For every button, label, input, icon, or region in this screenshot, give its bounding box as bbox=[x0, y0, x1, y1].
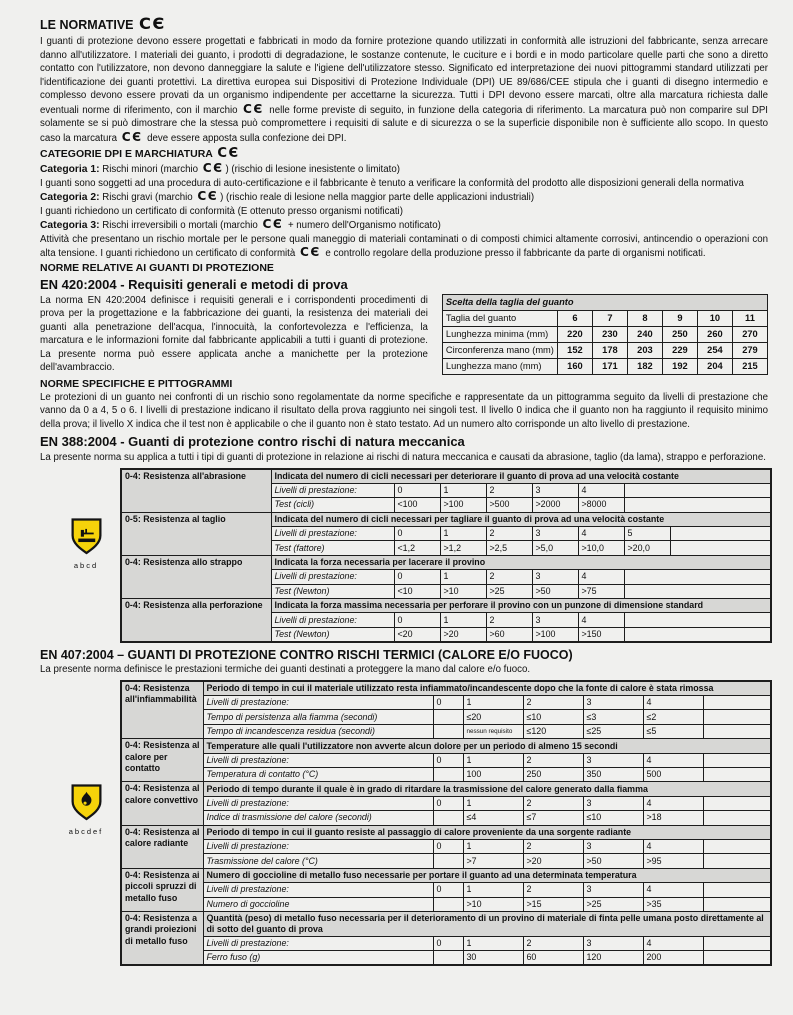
table-cell bbox=[703, 897, 771, 911]
table-cell: Test (Newton) bbox=[271, 584, 394, 598]
section-label: 0-4: Resistenza all'infiammabilità bbox=[121, 681, 203, 739]
size-table-title: Scelta della taglia del guanto bbox=[442, 294, 767, 310]
table-cell: 152 bbox=[557, 342, 592, 358]
section-label: 0-4: Resistenza ai piccoli spruzzi di metallo fuso bbox=[121, 868, 203, 911]
table-cell: 1 bbox=[440, 570, 486, 584]
table-cell: Numero di goccioline bbox=[203, 897, 433, 911]
table-cell: 120 bbox=[583, 950, 643, 965]
table-row bbox=[121, 696, 771, 710]
table-cell: 60 bbox=[523, 950, 583, 965]
table-cell: 1 bbox=[463, 839, 523, 853]
table-cell: Test (fattore) bbox=[271, 541, 394, 555]
table-cell: Circonferenza mano (mm) bbox=[442, 342, 557, 358]
table-cell: 3 bbox=[583, 696, 643, 710]
table-cell: 2 bbox=[523, 839, 583, 853]
table-cell: 3 bbox=[583, 753, 643, 767]
table-cell: >20 bbox=[440, 627, 486, 642]
table-cell: >10,0 bbox=[578, 541, 624, 555]
section-description: Periodo di tempo in cui il guanto resiste al passaggio di calore proveniente da una sorgente radiante bbox=[203, 825, 771, 839]
en388-table-block bbox=[40, 468, 768, 644]
table-row bbox=[121, 599, 771, 613]
ce-mark-icon: CЄ bbox=[197, 189, 219, 203]
table-row bbox=[121, 739, 771, 753]
table-row bbox=[121, 796, 771, 810]
table-row bbox=[121, 753, 771, 767]
table-cell: >150 bbox=[578, 627, 624, 642]
table-cell: 2 bbox=[523, 936, 583, 950]
table-cell bbox=[624, 483, 771, 497]
table-row bbox=[121, 555, 771, 569]
table-cell bbox=[670, 527, 771, 541]
table-cell: 2 bbox=[486, 483, 532, 497]
table-row bbox=[121, 469, 771, 484]
table-cell: >100 bbox=[440, 498, 486, 512]
ce-mark-icon: CЄ bbox=[243, 101, 264, 116]
table-cell bbox=[624, 613, 771, 627]
categoria-description: I guanti sono soggetti ad una procedura di auto-certificazione e il fabbricante è tenuto a verificare la conformità del prodotto alle disposizioni generali della normativa bbox=[40, 177, 744, 189]
table-cell: <1,2 bbox=[394, 541, 440, 555]
table-cell: Tempo di persistenza alla fiamma (secondi) bbox=[203, 710, 433, 724]
table-cell: >35 bbox=[643, 897, 703, 911]
table-cell: 171 bbox=[592, 358, 627, 374]
table-cell: 200 bbox=[643, 950, 703, 965]
table-cell: >7 bbox=[463, 854, 523, 868]
ce-mark-icon: CЄ bbox=[121, 129, 143, 144]
pictogram-letters: abcdef bbox=[68, 826, 104, 836]
table-cell: >8000 bbox=[578, 498, 624, 512]
en388-heading: EN 388:2004 - Guanti di protezione contro rischi di natura meccanica bbox=[40, 434, 465, 449]
spec-table bbox=[120, 468, 772, 644]
table-cell: 3 bbox=[532, 527, 578, 541]
table-cell: ≤7 bbox=[523, 811, 583, 825]
table-cell: 7 bbox=[592, 310, 627, 326]
table-cell: >100 bbox=[532, 627, 578, 642]
thermal-risk-pictogram bbox=[64, 784, 108, 836]
table-row bbox=[121, 512, 771, 526]
table-cell: Livelli di prestazione: bbox=[203, 696, 433, 710]
table-cell: 260 bbox=[697, 326, 732, 342]
table-cell: 30 bbox=[463, 950, 523, 965]
categoria-description: I guanti richiedono un certificato di conformità (E ottenuto presso organismi notificati) bbox=[40, 205, 403, 217]
table-row bbox=[121, 897, 771, 911]
section-description: Temperature alle quali l'utilizzatore non avverte alcun dolore per un periodo di almeno 15 secondi bbox=[203, 739, 771, 753]
table-cell: >10 bbox=[440, 584, 486, 598]
table-cell bbox=[670, 541, 771, 555]
table-cell: >25 bbox=[486, 584, 532, 598]
section-description: Indicata del numero di cicli necessari per tagliare il guanto di prova ad una velocità costante bbox=[271, 512, 771, 526]
section-label: 0-4: Resistenza al calore per contatto bbox=[121, 739, 203, 782]
table-cell: Livelli di prestazione: bbox=[203, 839, 433, 853]
categoria-line: Categoria 3: Rischi irreversibili o mortali (marchio CЄ + numero dell'Organismo notificato) bbox=[40, 217, 441, 231]
table-cell: >1,2 bbox=[440, 541, 486, 555]
table-row bbox=[442, 310, 767, 326]
table-cell: >50 bbox=[532, 584, 578, 598]
table-cell: Taglia del guanto bbox=[442, 310, 557, 326]
table-cell: Livelli di prestazione: bbox=[203, 753, 433, 767]
en420-section bbox=[40, 294, 768, 375]
categories-text bbox=[40, 162, 768, 261]
table-cell: 3 bbox=[532, 483, 578, 497]
table-cell bbox=[703, 753, 771, 767]
table-cell: 178 bbox=[592, 342, 627, 358]
table-cell bbox=[624, 584, 771, 598]
table-cell: Ferro fuso (g) bbox=[203, 950, 433, 965]
table-cell: 3 bbox=[583, 796, 643, 810]
table-cell: <10 bbox=[394, 584, 440, 598]
table-cell bbox=[433, 768, 463, 782]
categoria-label: Categoria 1: bbox=[40, 164, 100, 175]
table-cell: 4 bbox=[643, 753, 703, 767]
table-cell: Test (Newton) bbox=[271, 627, 394, 642]
section-description: Periodo di tempo durante il quale è in grado di ritardare la trasmissione del calore generato dalla fiamma bbox=[203, 782, 771, 796]
table-cell: 9 bbox=[662, 310, 697, 326]
page-title: LE NORMATIVE CЄ bbox=[40, 14, 166, 33]
table-cell: 192 bbox=[662, 358, 697, 374]
table-cell: 100 bbox=[463, 768, 523, 782]
table-cell: >60 bbox=[486, 627, 532, 642]
table-cell bbox=[703, 950, 771, 965]
table-cell: >50 bbox=[583, 854, 643, 868]
en420-paragraph: La norma EN 420:2004 definisce i requisiti generali e i corrispondenti procedimenti di prova per la progettazione e la fabbricazione dei guanti, la resistenza dei materiali dei guanti alla penetrazione dell'acqua, l'innocuità, la confortevolezza e l'efficienza, la marcatura e le informazioni fornite dal fabbricante applicabili a tutti i guanti di protezione. La presente norma può essere applicata anche a manichette per la protezione dell'avambraccio. bbox=[40, 294, 428, 373]
table-cell: Livelli di prestazione: bbox=[271, 613, 394, 627]
table-cell: nessun requisito bbox=[463, 724, 523, 738]
table-cell: 5 bbox=[624, 527, 670, 541]
section-description: Numero di goccioline di metallo fuso necessarie per portare il guanto ad una determinata temperatura bbox=[203, 868, 771, 882]
table-cell: 0 bbox=[433, 796, 463, 810]
table-cell: <100 bbox=[394, 498, 440, 512]
ce-mark-icon: CЄ bbox=[217, 146, 240, 161]
table-cell: Lunghezza mano (mm) bbox=[442, 358, 557, 374]
table-cell: ≤4 bbox=[463, 811, 523, 825]
table-cell: Livelli di prestazione: bbox=[271, 570, 394, 584]
mechanical-risk-shield-icon bbox=[71, 518, 102, 555]
table-cell: 0 bbox=[394, 613, 440, 627]
size-table bbox=[442, 294, 768, 375]
table-cell: 1 bbox=[463, 696, 523, 710]
table-cell: 0 bbox=[433, 753, 463, 767]
table-cell: >20 bbox=[523, 854, 583, 868]
spec-table bbox=[120, 680, 772, 967]
table-cell: >2000 bbox=[532, 498, 578, 512]
table-cell: 2 bbox=[523, 696, 583, 710]
table-row bbox=[121, 868, 771, 882]
table-cell: 2 bbox=[523, 796, 583, 810]
table-row bbox=[121, 854, 771, 868]
table-cell bbox=[433, 811, 463, 825]
table-cell: >95 bbox=[643, 854, 703, 868]
table-cell: 500 bbox=[643, 768, 703, 782]
intro-paragraph: I guanti di protezione devono essere progettati e fabbricati in modo da fornire protezione quando utilizzati in conformità alle istruzioni del fabbricante, senza arrecare danno all'utilizzatore. I materiali dei guanto, i prodotti di degradazione, le sostanze contenute, le cuciture e i bordi e in modo particolare quelle parti che sono a diretto contatto con l'utilizzatore, non devono danneggiare la salute e l'igiene dell'utilizzatore stesso. Significato ed interpretazione dei nuovi pittogrammi standard utilizzati per l'identificazione dei guanti protettivi. La direttiva europea sui Dispositivi di Protezione Individuale (DPI) UE 89/686/CEE stipula che i guanti di disegno intermedio e complesso devono essere provati da un organismo indipendente per accettarne la sicurezza. Tutti i DPI devono essere marcati, oltre alla marcatura richiesta dalle eventuali norme di riferimento, con il marchio CЄ nelle forme previste di seguito, in funzione della categoria di riferimento. La marcatura può non comparire sul DPI solamente se si può dimostrare che la stessa può compromettere i requisiti di salute e di sicurezza o se la superficie disponibile non è sufficiente allo scopo. In questo caso la marcatura CЄ deve essere apposta sulla confezione dei DPI. bbox=[40, 36, 769, 144]
table-cell: Tempo di incandescenza residua (secondi) bbox=[203, 724, 433, 738]
en388-table bbox=[40, 468, 768, 644]
table-row bbox=[442, 358, 767, 374]
table-cell: >5,0 bbox=[532, 541, 578, 555]
table-cell bbox=[624, 627, 771, 642]
table-cell: 279 bbox=[732, 342, 767, 358]
table-cell: 2 bbox=[486, 613, 532, 627]
table-cell bbox=[703, 768, 771, 782]
table-cell: 204 bbox=[697, 358, 732, 374]
table-row bbox=[121, 710, 771, 724]
table-cell: 8 bbox=[627, 310, 662, 326]
table-row bbox=[121, 811, 771, 825]
table-cell: >18 bbox=[643, 811, 703, 825]
pictogram-letters: abcd bbox=[73, 560, 99, 570]
table-row bbox=[121, 681, 771, 696]
section-description: Quantità (peso) di metallo fuso necessaria per il deterioramento di un provino di materiale di finta pelle umana posto direttamente al di sotto del guanto di prova bbox=[203, 911, 771, 936]
table-cell: Trasmissione del calore (°C) bbox=[203, 854, 433, 868]
table-cell bbox=[433, 724, 463, 738]
en388-paragraph: La presente norma su applica a tutti i tipi di guanti di protezione in relazione ai rischi di natura meccanica e causati da abrasione, taglio (da lama), strappo e perforazione. bbox=[40, 452, 766, 463]
ce-mark-icon: CЄ bbox=[262, 217, 284, 231]
table-cell: 3 bbox=[583, 883, 643, 897]
table-cell: 4 bbox=[578, 527, 624, 541]
table-cell: 1 bbox=[440, 613, 486, 627]
norme-specifiche-heading: NORME SPECIFICHE E PITTOGRAMMI bbox=[40, 377, 233, 390]
table-cell: 3 bbox=[532, 570, 578, 584]
table-cell: 3 bbox=[583, 839, 643, 853]
table-cell: 1 bbox=[463, 796, 523, 810]
table-cell: ≤3 bbox=[583, 710, 643, 724]
table-cell: 1 bbox=[440, 527, 486, 541]
table-cell: 220 bbox=[557, 326, 592, 342]
categoria-label: Categoria 2: bbox=[40, 192, 100, 203]
table-cell: 350 bbox=[583, 768, 643, 782]
mechanical-risk-pictogram bbox=[64, 518, 108, 570]
table-cell bbox=[433, 710, 463, 724]
table-cell: 240 bbox=[627, 326, 662, 342]
table-cell: 4 bbox=[578, 613, 624, 627]
table-cell: Livelli di prestazione: bbox=[271, 527, 394, 541]
section-label: 0-4: Resistenza al calore radiante bbox=[121, 825, 203, 868]
table-row bbox=[121, 768, 771, 782]
table-cell: Lunghezza minima (mm) bbox=[442, 326, 557, 342]
table-cell: >500 bbox=[486, 498, 532, 512]
table-cell: 229 bbox=[662, 342, 697, 358]
en420-heading: EN 420:2004 - Requisiti generali e metodi di prova bbox=[40, 276, 348, 292]
table-cell: ≤10 bbox=[583, 811, 643, 825]
table-cell: 1 bbox=[440, 483, 486, 497]
section-label: 0-4: Resistenza alla perforazione bbox=[121, 599, 271, 643]
table-cell: 4 bbox=[578, 570, 624, 584]
section-description: Periodo di tempo in cui il materiale utilizzato resta infiammato/incandescente dopo che la fonte di calore è stata rimossa bbox=[203, 681, 771, 696]
table-cell: ≤120 bbox=[523, 724, 583, 738]
table-cell: ≤25 bbox=[583, 724, 643, 738]
table-cell: >10 bbox=[463, 897, 523, 911]
ce-mark-icon: CЄ bbox=[139, 14, 166, 33]
table-cell: 4 bbox=[643, 696, 703, 710]
en407-heading: EN 407:2004 – GUANTI DI PROTEZIONE CONTRO RISCHI TERMICI (CALORE E/O FUOCO) bbox=[40, 648, 573, 663]
table-cell: 0 bbox=[394, 527, 440, 541]
table-row bbox=[442, 342, 767, 358]
table-cell: 250 bbox=[662, 326, 697, 342]
en407-paragraph: La presente norma definisce le prestazioni termiche dei guanti destinati a proteggere la mano dal calore e/o fuoco. bbox=[40, 664, 531, 676]
norme-specifiche-paragraph: Le protezioni di un guanto nei confronti di un rischio sono regolamentate da norme specifiche e rappresentate da un pittogramma seguito da livelli di prestazione che vanno da 0 a 4, 5 o 6. I livelli di prestazione indicano il risultato della prova raggiunto nei singoli test. Il livello 0 indica che il guanto non ha raggiunto il requisito minimo della prova; il livello X indica che il test non è applicabile o che il guanto non è stato testato. Ad un numero alto corrisponde un alto livello di prestazione. bbox=[40, 391, 768, 430]
table-cell bbox=[433, 897, 463, 911]
table-cell bbox=[703, 710, 771, 724]
table-cell: 11 bbox=[732, 310, 767, 326]
norme-relative-heading: NORME RELATIVE AI GUANTI DI PROTEZIONE bbox=[40, 261, 274, 274]
section-description: Indicata la forza necessaria per lacerare il provino bbox=[271, 555, 771, 569]
categoria-label: Categoria 3: bbox=[40, 220, 100, 231]
table-cell bbox=[703, 811, 771, 825]
table-cell: 10 bbox=[697, 310, 732, 326]
table-cell: 230 bbox=[592, 326, 627, 342]
section-description: Indicata del numero di cicli necessari per deteriorare il guanto di prova ad una velocità costante bbox=[271, 469, 771, 484]
table-cell: >20,0 bbox=[624, 541, 670, 555]
table-cell: 2 bbox=[523, 753, 583, 767]
table-cell: 1 bbox=[463, 936, 523, 950]
section-label: 0-4: Resistenza all'abrasione bbox=[121, 469, 271, 513]
table-cell bbox=[703, 796, 771, 810]
table-cell: >2,5 bbox=[486, 541, 532, 555]
table-cell: Livelli di prestazione: bbox=[271, 483, 394, 497]
section-label: 0-4: Resistenza allo strappo bbox=[121, 555, 271, 598]
table-row bbox=[121, 911, 771, 936]
table-cell bbox=[703, 854, 771, 868]
table-cell: 215 bbox=[732, 358, 767, 374]
table-cell: 254 bbox=[697, 342, 732, 358]
thermal-risk-shield-icon bbox=[71, 784, 102, 821]
table-cell: 270 bbox=[732, 326, 767, 342]
table-cell: ≤20 bbox=[463, 710, 523, 724]
table-cell bbox=[703, 839, 771, 853]
table-cell bbox=[703, 724, 771, 738]
table-cell: 0 bbox=[433, 696, 463, 710]
table-cell: 2 bbox=[486, 527, 532, 541]
table-row bbox=[121, 724, 771, 738]
page-content bbox=[40, 14, 768, 966]
categoria-line: Categoria 2: Rischi gravi (marchio CЄ ) (rischio reale di lesione nella maggior parte delle applicazioni industriali) bbox=[40, 189, 535, 203]
table-cell: >25 bbox=[583, 897, 643, 911]
table-cell: Temperatura di contatto (°C) bbox=[203, 768, 433, 782]
table-cell: 0 bbox=[433, 936, 463, 950]
table-cell: 4 bbox=[578, 483, 624, 497]
categoria-description: Attività che presentano un rischio mortale per le persone quali maneggio di materiali contaminati o di composti chimici altamente corrosivi, antincendio o operazioni con alta tensione. I guanti richiedono un certificato di conformità CЄ e controllo regolare della produzione presso il fabbricante da parte di organismi notificati. bbox=[40, 233, 768, 259]
table-cell bbox=[433, 950, 463, 965]
table-cell bbox=[703, 883, 771, 897]
table-cell: 4 bbox=[643, 883, 703, 897]
table-cell bbox=[624, 498, 771, 512]
table-cell: 1 bbox=[463, 883, 523, 897]
table-cell: ≤10 bbox=[523, 710, 583, 724]
table-cell: >75 bbox=[578, 584, 624, 598]
table-row bbox=[121, 936, 771, 950]
table-cell bbox=[433, 854, 463, 868]
table-cell: 250 bbox=[523, 768, 583, 782]
table-cell: Livelli di prestazione: bbox=[203, 796, 433, 810]
table-cell: 0 bbox=[394, 570, 440, 584]
table-row bbox=[442, 326, 767, 342]
table-cell: ≤5 bbox=[643, 724, 703, 738]
table-cell: <20 bbox=[394, 627, 440, 642]
table-cell: 6 bbox=[557, 310, 592, 326]
table-row bbox=[121, 883, 771, 897]
table-cell: 182 bbox=[627, 358, 662, 374]
table-row bbox=[121, 950, 771, 965]
table-cell: Livelli di prestazione: bbox=[203, 936, 433, 950]
table-cell bbox=[624, 570, 771, 584]
table-cell: Livelli di prestazione: bbox=[203, 883, 433, 897]
table-row bbox=[121, 839, 771, 853]
section-description: Indicata la forza massima necessaria per perforare il provino con un punzone di dimensione standard bbox=[271, 599, 771, 613]
table-cell: 0 bbox=[433, 883, 463, 897]
section-label: 0-4: Resistenza a grandi proiezioni di metallo fuso bbox=[121, 911, 203, 965]
table-cell: 1 bbox=[463, 753, 523, 767]
table-cell: Indice di trasmissione del calore (secondi) bbox=[203, 811, 433, 825]
table-cell: 2 bbox=[486, 570, 532, 584]
table-row bbox=[121, 825, 771, 839]
ce-mark-icon: CЄ bbox=[202, 161, 224, 175]
table-cell: 0 bbox=[433, 839, 463, 853]
table-cell: 4 bbox=[643, 839, 703, 853]
table-cell: ≤2 bbox=[643, 710, 703, 724]
ce-mark-icon: CЄ bbox=[299, 245, 321, 259]
table-cell bbox=[703, 696, 771, 710]
categories-heading: CATEGORIE DPI E MARCHIATURA CЄ bbox=[40, 146, 240, 161]
table-cell: Test (cicli) bbox=[271, 498, 394, 512]
table-cell: 4 bbox=[643, 796, 703, 810]
table-cell: 203 bbox=[627, 342, 662, 358]
section-label: 0-5: Resistenza al taglio bbox=[121, 512, 271, 555]
table-cell: 3 bbox=[532, 613, 578, 627]
table-cell: 4 bbox=[643, 936, 703, 950]
table-cell bbox=[703, 936, 771, 950]
categoria-line: Categoria 1: Rischi minori (marchio CЄ ) (rischio di lesione inesistente o limitato) bbox=[40, 161, 400, 175]
table-cell: 3 bbox=[583, 936, 643, 950]
table-cell: 0 bbox=[394, 483, 440, 497]
table-cell: 160 bbox=[557, 358, 592, 374]
en407-table-block bbox=[40, 680, 768, 967]
en407-table bbox=[40, 680, 768, 967]
table-cell: >15 bbox=[523, 897, 583, 911]
table-row bbox=[121, 782, 771, 796]
glove-size-table bbox=[442, 294, 768, 375]
section-label: 0-4: Resistenza al calore convettivo bbox=[121, 782, 203, 825]
table-cell: 2 bbox=[523, 883, 583, 897]
